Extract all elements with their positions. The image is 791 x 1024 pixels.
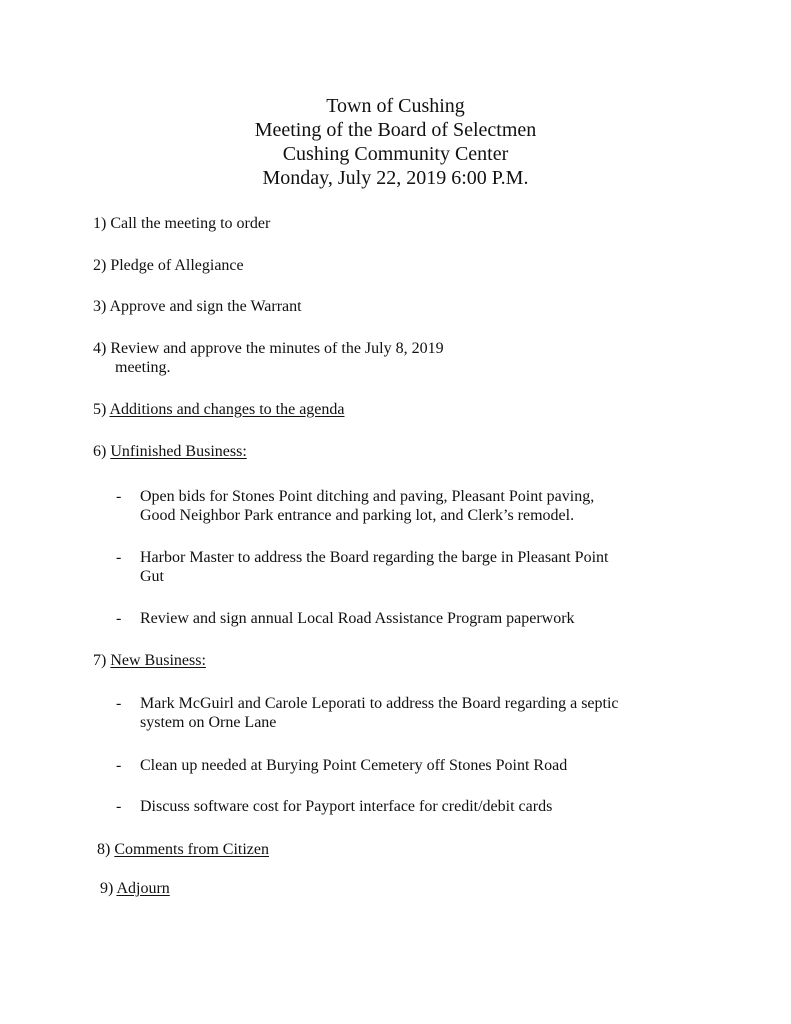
bullet-dash: - [116, 757, 122, 774]
item-text: Comments from Citizen [114, 841, 269, 858]
item-number: 9) [100, 880, 114, 897]
bullet-dash: - [116, 695, 122, 712]
document-header [0, 94, 791, 190]
agenda-item-5 [93, 400, 345, 420]
item-text: Additions and changes to the agenda [109, 401, 345, 418]
bullet-harbor-master-line1: Harbor Master to address the Board regarding the barge in Pleasant Point [140, 549, 609, 566]
item-text: Approve and sign the Warrant [109, 298, 302, 315]
bullet-dash: - [116, 798, 122, 815]
bullet-septic-line1: Mark McGuirl and Carole Leporati to address the Board regarding a septic [140, 695, 619, 712]
header-town: Town of Cushing [326, 95, 465, 117]
agenda-item-8 [97, 840, 269, 860]
item-number: 8) [97, 841, 111, 858]
header-meeting: Meeting of the Board of Selectmen [254, 119, 537, 141]
item-number: 3) [93, 298, 107, 315]
item-number: 2) [93, 257, 107, 274]
agenda-item-6 [93, 442, 247, 462]
agenda-item-4-continued: meeting. [115, 359, 171, 376]
agenda-item-1 [93, 214, 270, 234]
header-location: Cushing Community Center [282, 143, 509, 165]
item-text: Review and approve the minutes of the July 8, 2019 [110, 340, 444, 357]
bullet-harbor-master-line2: Gut [140, 568, 164, 585]
item-number: 6) [93, 443, 107, 460]
agenda-item-4 [93, 339, 444, 359]
agenda-item-3 [93, 297, 302, 317]
bullet-payport-software: Discuss software cost for Payport interface for credit/debit cards [140, 798, 553, 815]
bullet-dash: - [116, 610, 122, 627]
agenda-item-9 [100, 879, 170, 899]
bullet-open-bids-line2: Good Neighbor Park entrance and parking lot, and Clerk’s remodel. [140, 507, 575, 524]
agenda-item-2 [93, 256, 244, 276]
section-heading-unfinished-business: Unfinished Business: [110, 443, 247, 460]
item-number: 4) [93, 340, 107, 357]
bullet-septic-line2: system on Orne Lane [140, 714, 277, 731]
header-date: Monday, July 22, 2019 6:00 P.M. [262, 167, 529, 189]
item-text: Adjourn [116, 880, 170, 897]
bullet-cemetery-cleanup: Clean up needed at Burying Point Cemetery off Stones Point Road [140, 757, 568, 774]
item-number: 1) [93, 215, 107, 232]
section-heading-new-business: New Business: [110, 652, 206, 669]
agenda-item-7 [93, 651, 206, 671]
item-number: 7) [93, 652, 107, 669]
bullet-dash: - [116, 488, 122, 505]
item-text: Pledge of Allegiance [110, 257, 244, 274]
item-number: 5) [93, 401, 107, 418]
item-text: Call the meeting to order [110, 215, 271, 232]
bullet-dash: - [116, 549, 122, 566]
bullet-road-assistance: Review and sign annual Local Road Assistance Program paperwork [140, 610, 575, 627]
bullet-open-bids-line1: Open bids for Stones Point ditching and paving, Pleasant Point paving, [140, 488, 595, 505]
